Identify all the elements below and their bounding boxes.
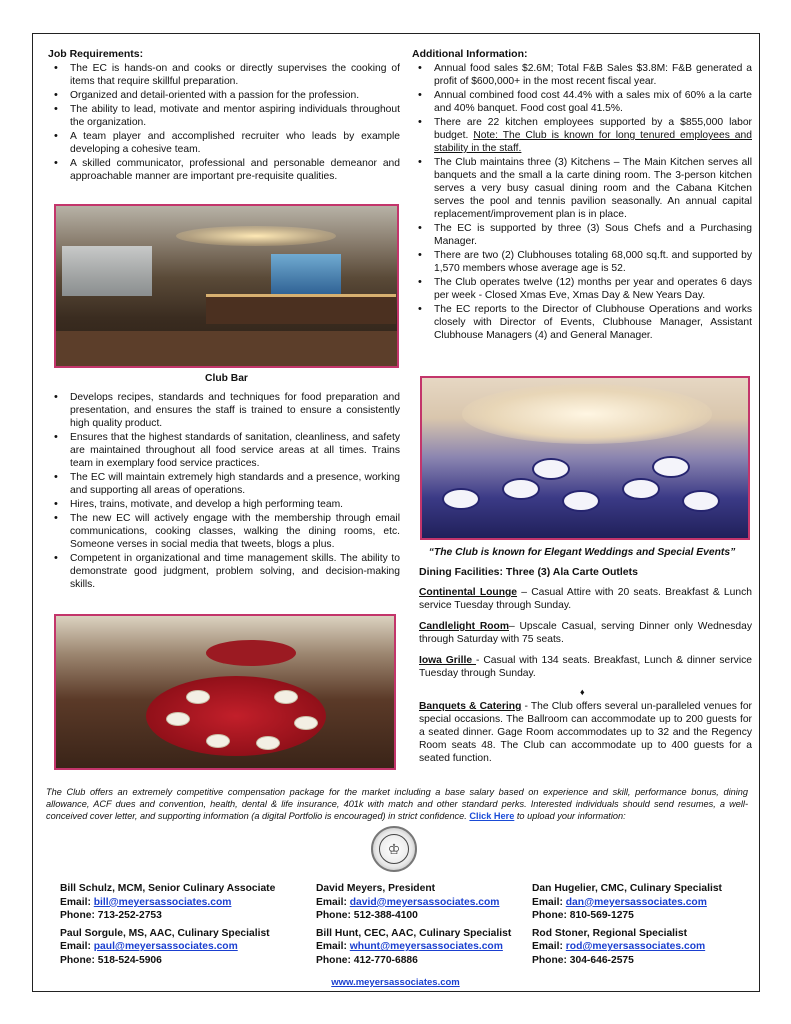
list-item: • The Club operates twelve (12) months per year and operates 6 days per week - Closed Xmas Eve, Xmas Day & New Years Day. [412,276,752,302]
contact-email-row [316,896,536,910]
list-item-text: There are 22 kitchen employees supported by a $855,000 labor budget. [434,117,752,141]
additional-info-list [412,62,752,342]
email-label: Email: [532,941,566,953]
list-item: • Annual combined food cost 44.4% with a sales mix of 60% a la carte and 40% banquet. Food cost goal 41.5%. [412,89,752,115]
contact-block [60,882,310,968]
contact-name: Bill Hunt, CEC, AAC, Culinary Specialist [316,927,512,939]
plate [294,716,318,730]
contact-email-link[interactable]: paul@meyersassociates.com [93,941,238,953]
outlet-name: Candlelight Room [419,621,509,632]
job-requirements-heading: Job Requirements: [48,48,144,60]
diamond-divider: ♦ [580,687,585,697]
list-item: • Competent in organizational and time management skills. The ability to demonstrate good judgment, problem solving, and decision-making skills. [48,552,400,591]
outlet-description: – Upscale Casual, serving Dinner only Wednesday through Saturday with 75 seats. [419,621,752,645]
contact-phone: Phone: 713-252-2753 [60,910,162,922]
banquet-table [442,488,480,510]
contact-name: Paul Sorgule, MS, AAC, Culinary Specialist [60,927,270,939]
contact-phone: Phone: 304-646-2575 [532,954,634,966]
contact-phone: Phone: 512-388-4100 [316,910,418,922]
outlet-continental-lounge [419,586,752,612]
contact-block [532,882,752,968]
outlet-name: Banquets & Catering [419,701,522,712]
list-item: • Organized and detail-oriented with a passion for the profession. [48,89,400,102]
list-item: • The EC will maintain extremely high standards and a presence, working and supporting all areas of operations. [48,471,400,497]
plate [274,690,298,704]
outlet-description: - The Club offers several un-paralleled venues for special occasions. The Ballroom can accommodate up to 200 guests for a seated dinner. Gage Room accommodates up to 32 and the Regency Room seats 48. The Club can accommodate up to 400 guests for a seated function. [419,701,752,764]
contact-name: Dan Hugelier, CMC, Culinary Specialist [532,883,722,894]
list-item: • A skilled communicator, professional and personable demeanor and approachable manner are important pre-requisite qualities. [48,157,400,183]
bar-floor [56,331,397,366]
ballroom-ceiling-dome [462,384,712,444]
contact-name: Bill Schulz, MCM, Senior Culinary Associate [60,883,276,894]
contact-email-link[interactable]: bill@meyersassociates.com [93,896,232,908]
plate [206,734,230,748]
bar-ceiling-light [176,226,336,246]
additional-info-heading: Additional Information: [412,48,528,60]
banquet-table [502,478,540,500]
ballroom-photo [420,376,750,540]
list-item: • The new EC will actively engage with the membership through email communications, cooking classes, walking the dining rooms, etc. Someone verses in social media that tweets, blogs a plus. [48,512,400,551]
contact-email-link[interactable]: whunt@meyersassociates.com [349,941,503,953]
list-item: • There are two (2) Clubhouses totaling 68,000 sq.ft. and supported by 1,570 members whose average age is 52. [412,249,752,275]
list-item-note: Note: The Club is known for long tenured employees and stability in the staff. [434,130,752,154]
list-item: • The EC is hands-on and cooks or directly supervises the cooking of items that require skillful preparation. [48,62,400,88]
list-item: • Annual food sales $2.6M; Total F&B Sales $3.8M: F&B generated a profit of $600,000+ in the most recent fiscal year. [412,62,752,88]
contact-phone: Phone: 412-770-6886 [316,954,418,966]
email-label: Email: [532,896,566,908]
banquet-table [532,458,570,480]
banquet-table [652,456,690,478]
website-link[interactable]: www.meyersassociates.com [331,977,460,988]
bar-window [62,246,152,296]
contact-phone: Phone: 518-524-5906 [60,954,162,966]
contact-email-row [60,940,310,954]
club-bar-caption: Club Bar [205,373,248,384]
list-item: • The EC reports to the Director of Clubhouse Operations and works closely with Director of Events, Clubhouse Manager, Assistant Clubhouse Managers (4) and General Manager. [412,303,752,342]
banquet-table [682,490,720,512]
plate [166,712,190,726]
job-requirements-list-bottom [48,391,400,591]
contact-phone: Phone: 810-569-1275 [532,910,634,922]
contact-email-row [60,896,310,910]
dining-facilities-heading: Dining Facilities: Three (3) Ala Carte Outlets [419,566,638,578]
banquet-table [622,478,660,500]
bar-bottle-shelf [271,254,341,294]
compensation-text-end: to upload your information: [514,811,626,821]
email-label: Email: [316,896,350,908]
job-requirements-section-continued [48,391,400,592]
list-item: • A team player and accomplished recruiter who leads by example developing a cohesive team. [48,130,400,156]
additional-info-section [412,48,752,343]
email-label: Email: [60,896,94,908]
list-item: • Develops recipes, standards and techniques for food preparation and presentation, and ensures the staff is trained to ensure a consistently high quality product. [48,391,400,430]
contact-name: David Meyers, President [316,883,436,894]
website-footer [0,976,791,989]
job-requirements-section [48,48,400,184]
contact-email-row [532,896,752,910]
compensation-note [46,786,748,822]
banquet-table [562,490,600,512]
plate [256,736,280,750]
list-item: • The Club maintains three (3) Kitchens – The Main Kitchen serves all banquets and the small a la carte dining room. The 3-person kitchen serves a very busy casual dining room and the Cabana Kitchen serves the pool and tennis pavilion seasonally. An annual capital replacement/improvement plan is in place. [412,156,752,221]
chef-hat-icon: ♔ [379,834,409,864]
contact-email-link[interactable]: dan@meyersassociates.com [565,896,707,908]
club-bar-photo [54,204,399,368]
list-item: • Hires, trains, motivate, and develop a high performing team. [48,498,400,511]
ballroom-caption: “The Club is known for Elegant Weddings and Special Events” [428,547,736,558]
bar-counter [206,294,396,324]
outlet-name: Iowa Grille [419,655,476,666]
contact-email-row [532,940,752,954]
email-label: Email: [316,941,350,953]
outlet-description: - Casual with 134 seats. Breakfast, Lunch & dinner service Tuesday through Sunday. [419,655,752,679]
job-requirements-list-top [48,62,400,183]
dining-room-photo [54,614,396,770]
outlet-banquets-catering [419,700,752,765]
contact-email-link[interactable]: rod@meyersassociates.com [565,941,706,953]
outlet-iowa-grille [419,654,752,680]
list-item: • The ability to lead, motivate and mentor aspiring individuals throughout the organization. [48,103,400,129]
compensation-text: The Club offers an extremely competitive compensation package for the market including a base salary based on experience and skill, performance bonus, dining allowance, ACF dues and convention, health, dental & life insurance, 401k with match and other standard perks. Interested individuals should send resumes, a well-conceived cover letter, and supporting information (a digital Portfolio is encouraged) in strict confidence. [46,787,748,821]
contact-name: Rod Stoner, Regional Specialist [532,927,688,939]
outlet-name: Continental Lounge [419,587,518,598]
outlet-description: – Casual Attire with 20 seats. Breakfast & Lunch service Tuesday through Sunday. [419,587,752,611]
meyers-associates-logo [371,826,417,872]
contact-email-link[interactable]: david@meyersassociates.com [349,896,500,908]
list-item [412,116,752,155]
contact-block [316,882,536,968]
list-item: • The EC is supported by three (3) Sous Chefs and a Purchasing Manager. [412,222,752,248]
back-table [206,640,296,666]
contact-email-row [316,940,536,954]
list-item: • Ensures that the highest standards of sanitation, cleanliness, and safety are maintained throughout all food service areas at all times. Trains team in exemplary food service practices. [48,431,400,470]
email-label: Email: [60,941,94,953]
plate [186,690,210,704]
outlet-candlelight-room [419,620,752,646]
upload-link[interactable]: Click Here [469,811,515,821]
